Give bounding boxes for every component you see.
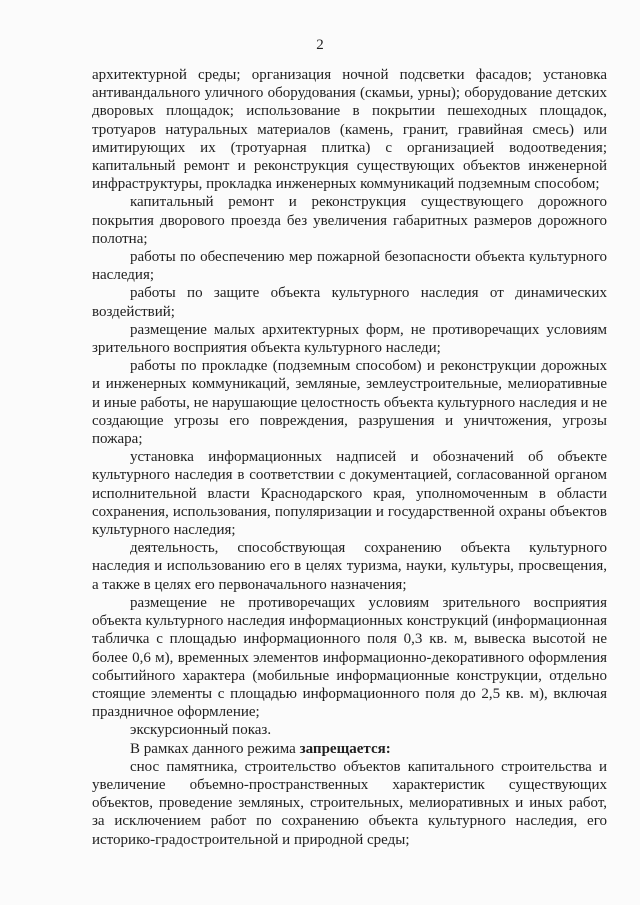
paragraph-prohibition-heading [92,740,607,758]
paragraph-road-repair: капитальный ремонт и реконструкция существующего дорожного покрытия дворового проезда без увеличения габаритных размеров дорожного полотна; [92,194,607,247]
paragraph-info-signs: установка информационных надписей и обозначений об объекте культурного наследия в соответствии с документацией, согласованной органом исполнительной власти Краснодарского края, уполномоченным в области сохранения, использования, популяризации и государственной охраны объектов культурного наследия; [92,449,607,539]
paragraph-prohibition: снос памятника, строительство объектов капитального строительства и увеличение объемно-пространственных характеристик существующих объектов, проведение земляных, строительных, мелиоративных и иных работ, за исключением работ по сохранению объекта культурного наследия, его историко-градостроительной и природной среды; [92,758,607,848]
paragraph-small-forms: размещение малых архитектурных форм, не противоречащих условиям зрительного восприятия объекта культурного наследи; [92,321,607,357]
paragraph-continuation: архитектурной среды; организация ночной подсветки фасадов; установка антивандального уличного оборудования (скамьи, урны); оборудование детских дворовых площадок; использование в покрытии пешеходных площадок, тротуаров натуральных материалов (камень, гранит, гравийная смесь) или имитирующих их (тротуарная плитка) с организацией водоотведения; капитальный ремонт и реконструкция существующих объектов инженерной инфраструктуры, прокладка инженерных коммуникаций подземным способом; [92,67,607,193]
page-number: 2 [316,37,324,53]
paragraph-utilities: работы по прокладке (подземным способом) и реконструкции дорожных и инженерных коммуникаций, земляные, землеустроительные, мелиоративные и иные работы, не нарушающие целостность объекта культурного наследия и не создающие угрозы его повреждения, разрушения и уничтожения, угрозы пожара; [92,358,607,448]
paragraph-excursion: экскурсионный показ. [130,722,272,739]
paragraph-dynamic-protection: работы по защите объекта культурного наследия от динамических воздействий; [92,285,607,320]
prohibition-intro: В рамках данного режима [130,740,300,757]
paragraph-info-structures: размещение не противоречащих условиям зрительного восприятия объекта культурного наследия информационных конструкций (информационная табличка с площадью информационного поля 0,3 кв. м, вывеска высотой не более 0,6 м), временных элементов информационно-декоративного оформления событийного характера (мобильные информационные конструкции, отдельно стоящие элементы с площадью информационного поля до 2,5 кв. м), включая праздничное оформление; [92,594,607,721]
paragraph-activity: деятельность, способствующая сохранению объекта культурного наследия и использованию его в целях туризма, науки, культуры, просвещения, а также в целях его первоначального назначения; [92,540,607,593]
paragraph-fire-safety: работы по обеспечению мер пожарной безопасности объекта культурного наследия; [92,249,607,284]
prohibition-bold: запрещается: [299,740,391,757]
document-body [92,66,607,849]
